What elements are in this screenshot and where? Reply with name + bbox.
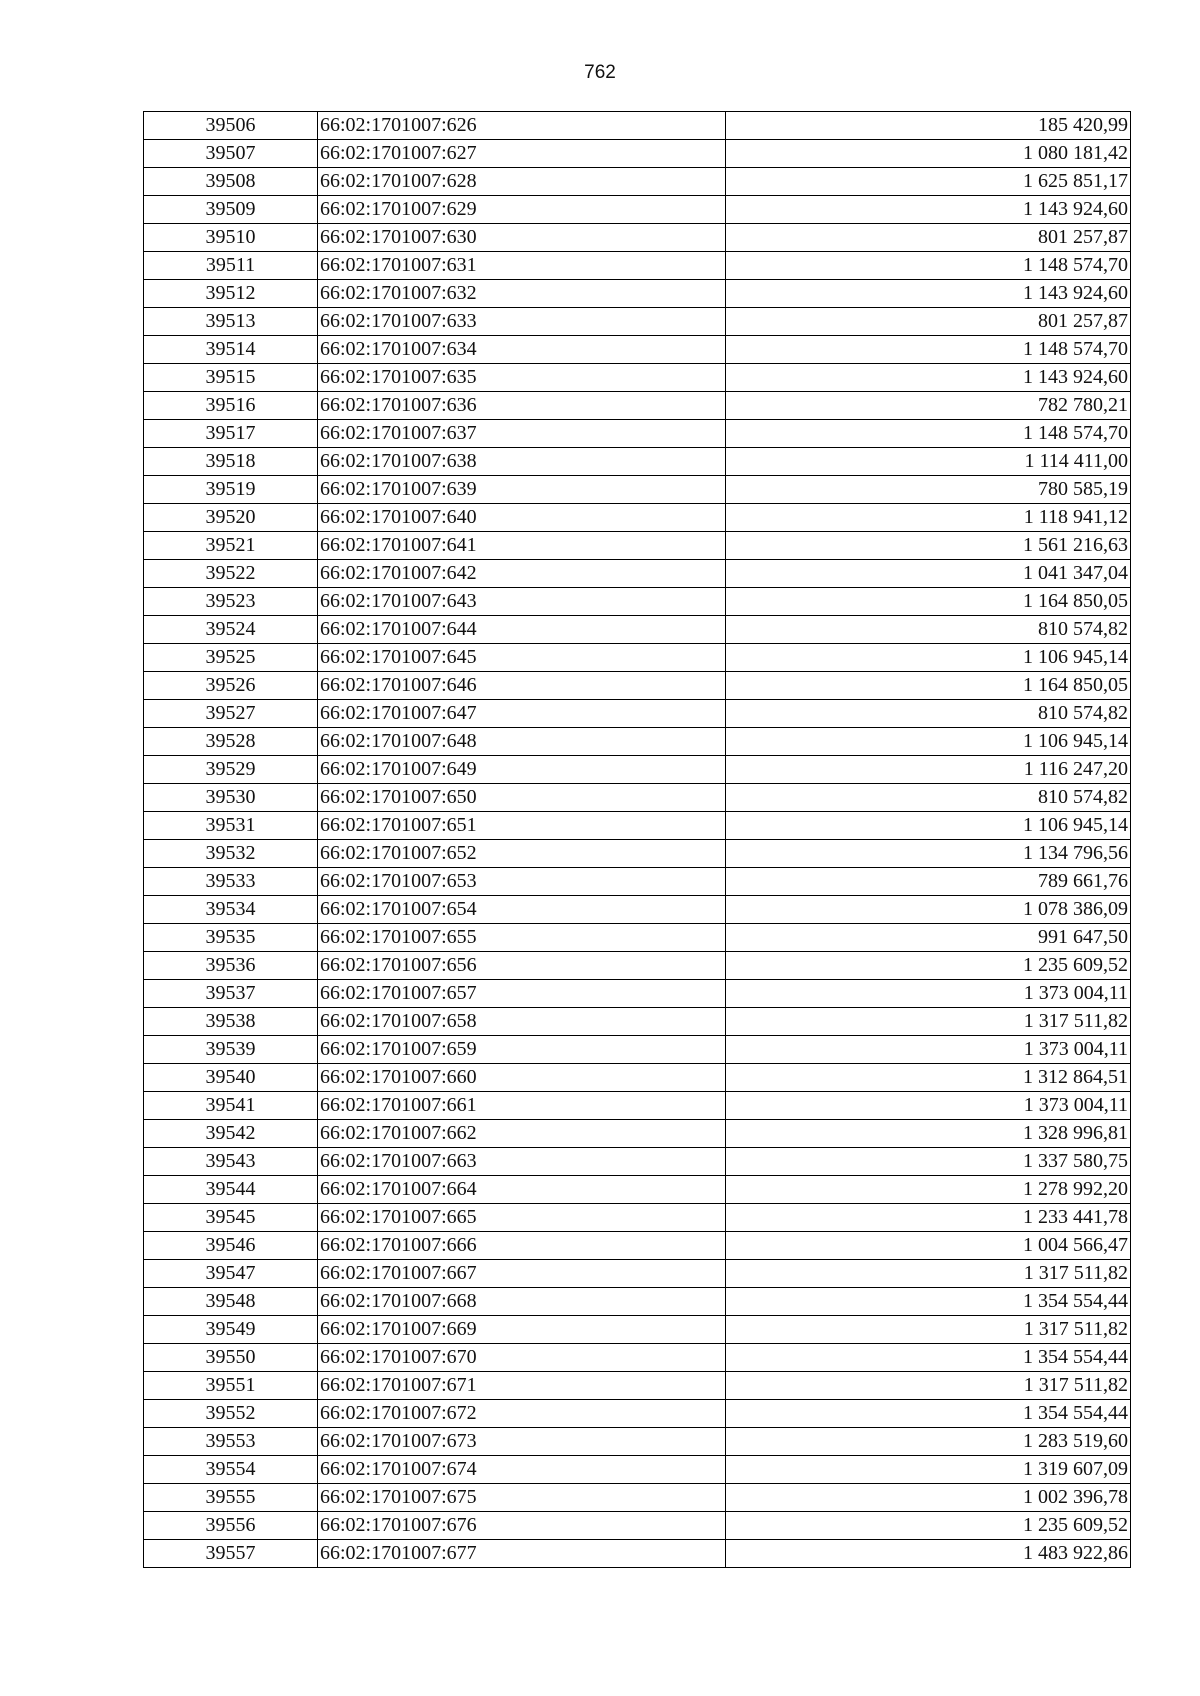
row-number-cell: 39522 (144, 560, 318, 588)
table-row (144, 1148, 1131, 1176)
cadastral-number-cell: 66:02:1701007:657 (318, 980, 726, 1008)
table-row (144, 504, 1131, 532)
table-row (144, 672, 1131, 700)
cadastral-number-cell: 66:02:1701007:631 (318, 252, 726, 280)
row-number-cell: 39530 (144, 784, 318, 812)
cadastral-value-cell: 1 143 924,60 (726, 280, 1131, 308)
cadastral-number-cell: 66:02:1701007:658 (318, 1008, 726, 1036)
cadastral-value-cell: 801 257,87 (726, 224, 1131, 252)
table-row (144, 1400, 1131, 1428)
row-number-cell: 39511 (144, 252, 318, 280)
table-row (144, 1484, 1131, 1512)
cadastral-value-cell: 1 114 411,00 (726, 448, 1131, 476)
table-row (144, 1008, 1131, 1036)
table-row (144, 308, 1131, 336)
cadastral-number-cell: 66:02:1701007:677 (318, 1540, 726, 1568)
table-row (144, 756, 1131, 784)
table-row (144, 420, 1131, 448)
row-number-cell: 39553 (144, 1428, 318, 1456)
row-number-cell: 39510 (144, 224, 318, 252)
table-row (144, 280, 1131, 308)
table-body (144, 112, 1131, 1568)
cadastral-number-cell: 66:02:1701007:670 (318, 1344, 726, 1372)
row-number-cell: 39546 (144, 1232, 318, 1260)
cadastral-number-cell: 66:02:1701007:642 (318, 560, 726, 588)
cadastral-number-cell: 66:02:1701007:659 (318, 1036, 726, 1064)
cadastral-value-cell: 1 041 347,04 (726, 560, 1131, 588)
cadastral-number-cell: 66:02:1701007:661 (318, 1092, 726, 1120)
cadastral-number-cell: 66:02:1701007:665 (318, 1204, 726, 1232)
table-row (144, 616, 1131, 644)
cadastral-number-cell: 66:02:1701007:664 (318, 1176, 726, 1204)
row-number-cell: 39518 (144, 448, 318, 476)
table-row (144, 1204, 1131, 1232)
table-row (144, 644, 1131, 672)
table-row (144, 196, 1131, 224)
row-number-cell: 39540 (144, 1064, 318, 1092)
cadastral-value-cell: 1 148 574,70 (726, 420, 1131, 448)
cadastral-value-cell: 810 574,82 (726, 700, 1131, 728)
cadastral-number-cell: 66:02:1701007:655 (318, 924, 726, 952)
cadastral-number-cell: 66:02:1701007:673 (318, 1428, 726, 1456)
row-number-cell: 39531 (144, 812, 318, 840)
row-number-cell: 39509 (144, 196, 318, 224)
cadastral-value-cell: 991 647,50 (726, 924, 1131, 952)
cadastral-number-cell: 66:02:1701007:667 (318, 1260, 726, 1288)
cadastral-value-cell: 1 317 511,82 (726, 1372, 1131, 1400)
row-number-cell: 39555 (144, 1484, 318, 1512)
row-number-cell: 39550 (144, 1344, 318, 1372)
cadastral-value-cell: 1 483 922,86 (726, 1540, 1131, 1568)
row-number-cell: 39517 (144, 420, 318, 448)
row-number-cell: 39515 (144, 364, 318, 392)
row-number-cell: 39537 (144, 980, 318, 1008)
row-number-cell: 39539 (144, 1036, 318, 1064)
row-number-cell: 39542 (144, 1120, 318, 1148)
table-row (144, 1260, 1131, 1288)
cadastral-value-cell: 1 354 554,44 (726, 1288, 1131, 1316)
cadastral-number-cell: 66:02:1701007:638 (318, 448, 726, 476)
cadastral-number-cell: 66:02:1701007:633 (318, 308, 726, 336)
cadastral-number-cell: 66:02:1701007:640 (318, 504, 726, 532)
cadastral-value-cell: 1 233 441,78 (726, 1204, 1131, 1232)
row-number-cell: 39525 (144, 644, 318, 672)
table-row (144, 728, 1131, 756)
table-row (144, 1092, 1131, 1120)
table-row (144, 1316, 1131, 1344)
cadastral-number-cell: 66:02:1701007:647 (318, 700, 726, 728)
row-number-cell: 39521 (144, 532, 318, 560)
cadastral-number-cell: 66:02:1701007:651 (318, 812, 726, 840)
row-number-cell: 39519 (144, 476, 318, 504)
table-row (144, 700, 1131, 728)
cadastral-number-cell: 66:02:1701007:649 (318, 756, 726, 784)
cadastral-number-cell: 66:02:1701007:660 (318, 1064, 726, 1092)
cadastral-number-cell: 66:02:1701007:652 (318, 840, 726, 868)
cadastral-number-cell: 66:02:1701007:676 (318, 1512, 726, 1540)
cadastral-number-cell: 66:02:1701007:630 (318, 224, 726, 252)
table-row (144, 1176, 1131, 1204)
row-number-cell: 39508 (144, 168, 318, 196)
cadastral-value-cell: 1 337 580,75 (726, 1148, 1131, 1176)
table-row (144, 560, 1131, 588)
cadastral-value-cell: 1 143 924,60 (726, 196, 1131, 224)
row-number-cell: 39532 (144, 840, 318, 868)
cadastral-value-cell: 782 780,21 (726, 392, 1131, 420)
row-number-cell: 39526 (144, 672, 318, 700)
cadastral-number-cell: 66:02:1701007:646 (318, 672, 726, 700)
cadastral-value-cell: 780 585,19 (726, 476, 1131, 504)
row-number-cell: 39556 (144, 1512, 318, 1540)
table-row (144, 140, 1131, 168)
cadastral-value-cell: 185 420,99 (726, 112, 1131, 140)
cadastral-value-cell: 1 106 945,14 (726, 644, 1131, 672)
table-row (144, 112, 1131, 140)
cadastral-value-cell: 801 257,87 (726, 308, 1131, 336)
cadastral-number-cell: 66:02:1701007:628 (318, 168, 726, 196)
table-row (144, 1344, 1131, 1372)
cadastral-value-cell: 1 148 574,70 (726, 252, 1131, 280)
cadastral-value-cell: 1 317 511,82 (726, 1316, 1131, 1344)
table-row (144, 224, 1131, 252)
table-row (144, 448, 1131, 476)
table-row (144, 588, 1131, 616)
cadastral-value-cell: 1 106 945,14 (726, 728, 1131, 756)
cadastral-number-cell: 66:02:1701007:632 (318, 280, 726, 308)
cadastral-number-cell: 66:02:1701007:662 (318, 1120, 726, 1148)
cadastral-number-cell: 66:02:1701007:668 (318, 1288, 726, 1316)
table-row (144, 1512, 1131, 1540)
table-row (144, 476, 1131, 504)
table-row (144, 812, 1131, 840)
cadastral-value-cell: 1 319 607,09 (726, 1456, 1131, 1484)
table-row (144, 1372, 1131, 1400)
cadastral-number-cell: 66:02:1701007:645 (318, 644, 726, 672)
cadastral-value-cell: 1 148 574,70 (726, 336, 1131, 364)
cadastral-value-cell: 1 002 396,78 (726, 1484, 1131, 1512)
table-row (144, 1540, 1131, 1568)
cadastral-value-cell: 1 118 941,12 (726, 504, 1131, 532)
cadastral-number-cell: 66:02:1701007:635 (318, 364, 726, 392)
row-number-cell: 39543 (144, 1148, 318, 1176)
cadastral-number-cell: 66:02:1701007:636 (318, 392, 726, 420)
cadastral-value-cell: 810 574,82 (726, 616, 1131, 644)
cadastral-value-cell: 1 116 247,20 (726, 756, 1131, 784)
row-number-cell: 39548 (144, 1288, 318, 1316)
cadastral-value-cell: 1 235 609,52 (726, 1512, 1131, 1540)
table-row (144, 868, 1131, 896)
table-row (144, 336, 1131, 364)
cadastral-number-cell: 66:02:1701007:666 (318, 1232, 726, 1260)
cadastral-number-cell: 66:02:1701007:663 (318, 1148, 726, 1176)
table-row (144, 532, 1131, 560)
table-row (144, 168, 1131, 196)
cadastral-number-cell: 66:02:1701007:644 (318, 616, 726, 644)
row-number-cell: 39507 (144, 140, 318, 168)
table-row (144, 1288, 1131, 1316)
table-row (144, 980, 1131, 1008)
cadastral-value-cell: 1 354 554,44 (726, 1400, 1131, 1428)
cadastral-value-cell: 1 080 181,42 (726, 140, 1131, 168)
cadastral-value-cell: 1 078 386,09 (726, 896, 1131, 924)
table-row (144, 364, 1131, 392)
cadastral-number-cell: 66:02:1701007:626 (318, 112, 726, 140)
cadastral-value-table (143, 111, 1131, 1568)
table-row (144, 840, 1131, 868)
cadastral-value-cell: 1 625 851,17 (726, 168, 1131, 196)
row-number-cell: 39549 (144, 1316, 318, 1344)
cadastral-value-cell: 810 574,82 (726, 784, 1131, 812)
row-number-cell: 39524 (144, 616, 318, 644)
row-number-cell: 39554 (144, 1456, 318, 1484)
cadastral-value-cell: 1 283 519,60 (726, 1428, 1131, 1456)
cadastral-number-cell: 66:02:1701007:627 (318, 140, 726, 168)
row-number-cell: 39527 (144, 700, 318, 728)
cadastral-value-cell: 1 561 216,63 (726, 532, 1131, 560)
cadastral-number-cell: 66:02:1701007:675 (318, 1484, 726, 1512)
cadastral-value-cell: 789 661,76 (726, 868, 1131, 896)
cadastral-value-cell: 1 164 850,05 (726, 588, 1131, 616)
cadastral-value-cell: 1 164 850,05 (726, 672, 1131, 700)
cadastral-value-cell: 1 328 996,81 (726, 1120, 1131, 1148)
cadastral-number-cell: 66:02:1701007:654 (318, 896, 726, 924)
cadastral-value-cell: 1 317 511,82 (726, 1008, 1131, 1036)
cadastral-value-cell: 1 317 511,82 (726, 1260, 1131, 1288)
cadastral-number-cell: 66:02:1701007:653 (318, 868, 726, 896)
table-row (144, 784, 1131, 812)
table-row (144, 952, 1131, 980)
row-number-cell: 39557 (144, 1540, 318, 1568)
row-number-cell: 39538 (144, 1008, 318, 1036)
cadastral-value-cell: 1 373 004,11 (726, 980, 1131, 1008)
cadastral-number-cell: 66:02:1701007:641 (318, 532, 726, 560)
cadastral-number-cell: 66:02:1701007:669 (318, 1316, 726, 1344)
table-row (144, 1232, 1131, 1260)
row-number-cell: 39536 (144, 952, 318, 980)
cadastral-value-cell: 1 312 864,51 (726, 1064, 1131, 1092)
cadastral-number-cell: 66:02:1701007:656 (318, 952, 726, 980)
row-number-cell: 39520 (144, 504, 318, 532)
cadastral-value-cell: 1 373 004,11 (726, 1092, 1131, 1120)
cadastral-number-cell: 66:02:1701007:648 (318, 728, 726, 756)
cadastral-number-cell: 66:02:1701007:672 (318, 1400, 726, 1428)
row-number-cell: 39516 (144, 392, 318, 420)
table-row (144, 924, 1131, 952)
page-number: 762 (584, 62, 616, 83)
cadastral-number-cell: 66:02:1701007:674 (318, 1456, 726, 1484)
row-number-cell: 39552 (144, 1400, 318, 1428)
row-number-cell: 39506 (144, 112, 318, 140)
cadastral-number-cell: 66:02:1701007:643 (318, 588, 726, 616)
row-number-cell: 39533 (144, 868, 318, 896)
row-number-cell: 39544 (144, 1176, 318, 1204)
row-number-cell: 39528 (144, 728, 318, 756)
row-number-cell: 39513 (144, 308, 318, 336)
table-row (144, 1036, 1131, 1064)
row-number-cell: 39545 (144, 1204, 318, 1232)
row-number-cell: 39547 (144, 1260, 318, 1288)
cadastral-value-cell: 1 373 004,11 (726, 1036, 1131, 1064)
cadastral-value-cell: 1 235 609,52 (726, 952, 1131, 980)
table-row (144, 392, 1131, 420)
row-number-cell: 39514 (144, 336, 318, 364)
row-number-cell: 39534 (144, 896, 318, 924)
row-number-cell: 39551 (144, 1372, 318, 1400)
cadastral-value-cell: 1 106 945,14 (726, 812, 1131, 840)
cadastral-number-cell: 66:02:1701007:639 (318, 476, 726, 504)
cadastral-value-cell: 1 354 554,44 (726, 1344, 1131, 1372)
row-number-cell: 39523 (144, 588, 318, 616)
table-row (144, 896, 1131, 924)
cadastral-number-cell: 66:02:1701007:650 (318, 784, 726, 812)
table-row (144, 1428, 1131, 1456)
cadastral-number-cell: 66:02:1701007:629 (318, 196, 726, 224)
cadastral-number-cell: 66:02:1701007:671 (318, 1372, 726, 1400)
table-row (144, 252, 1131, 280)
row-number-cell: 39535 (144, 924, 318, 952)
table-row (144, 1064, 1131, 1092)
row-number-cell: 39529 (144, 756, 318, 784)
cadastral-value-cell: 1 278 992,20 (726, 1176, 1131, 1204)
cadastral-value-cell: 1 143 924,60 (726, 364, 1131, 392)
cadastral-number-cell: 66:02:1701007:634 (318, 336, 726, 364)
table-row (144, 1456, 1131, 1484)
cadastral-value-cell: 1 134 796,56 (726, 840, 1131, 868)
row-number-cell: 39512 (144, 280, 318, 308)
cadastral-number-cell: 66:02:1701007:637 (318, 420, 726, 448)
cadastral-value-cell: 1 004 566,47 (726, 1232, 1131, 1260)
table-row (144, 1120, 1131, 1148)
row-number-cell: 39541 (144, 1092, 318, 1120)
